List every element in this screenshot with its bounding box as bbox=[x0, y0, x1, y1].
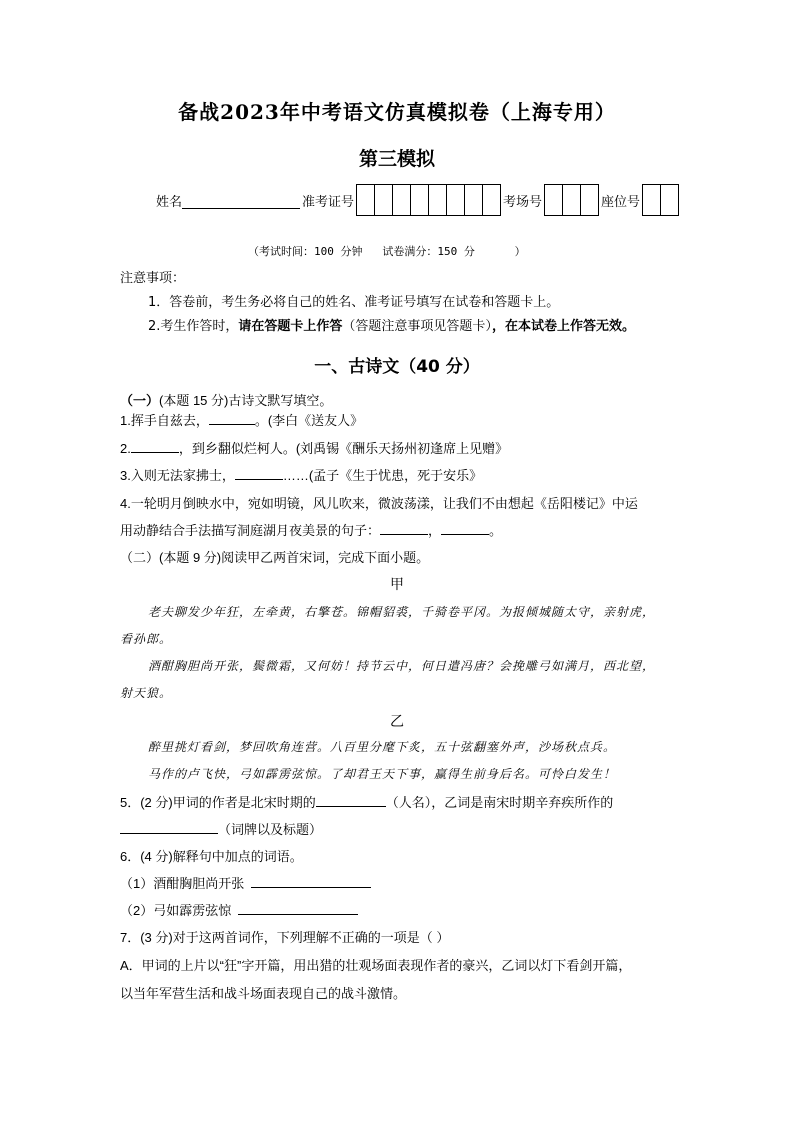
question-4-line-2: 用动静结合手法描写洞庭湖月夜美景的句子： ， 。 bbox=[120, 520, 502, 539]
question-7-option-a-line-1: A．甲词的上片以“狂”字开篇，用出猎的壮观场面表现作者的豪兴，乙词以灯下看剑开篇， bbox=[120, 958, 632, 973]
poem-yi-line: 醉里挑灯看剑，梦回吹角连营。八百里分麾下炙，五十弦翻塞外声，沙场秋点兵。 bbox=[148, 740, 617, 754]
question-3: 3.入则无法家拂士， ……(孟子《生于忧患，死于安乐》 bbox=[120, 465, 482, 484]
poem-jia-line: 看孙郎。 bbox=[120, 632, 173, 646]
question-2: 2. ，到乡翻似烂柯人。(刘禹锡《酬乐天扬州初逢席上见赠》 bbox=[120, 438, 508, 457]
ticket-number-boxes[interactable] bbox=[356, 184, 501, 216]
question-6: 6．(4 分)解释句中加点的词语。 bbox=[120, 849, 303, 864]
page-subtitle: 第三模拟 bbox=[358, 148, 435, 170]
room-label: 考场号 bbox=[503, 194, 543, 210]
answer-blank[interactable] bbox=[316, 792, 386, 807]
part2-heading: （二）(本题 9 分)阅读甲乙两首宋词，完成下面小题。 bbox=[120, 550, 430, 565]
page-title: 备战2023年中考语文仿真模拟卷（上海专用） bbox=[178, 100, 616, 124]
question-5-cont: （词牌以及标题） bbox=[120, 819, 322, 838]
seat-label: 座位号 bbox=[601, 194, 641, 210]
question-5: 5．(2 分)甲词的作者是北宋时期的 （人名），乙词是南宋时期辛弃疾所作的 bbox=[120, 792, 613, 811]
notice-heading: 注意事项： bbox=[120, 271, 186, 286]
answer-blank[interactable] bbox=[251, 873, 371, 888]
room-number-boxes[interactable] bbox=[544, 184, 599, 216]
question-6-item-2: （2）弓如霹雳弦惊 bbox=[120, 900, 358, 919]
section-heading: 一、古诗文（40 分） bbox=[314, 357, 480, 377]
poem-jia-line: 酒酣胸胆尚开张，鬓微霜，又何妨！持节云中，何日遣冯唐？会挽雕弓如满月，西北望， bbox=[148, 659, 656, 673]
question-6-item-1: （1）酒酣胸胆尚开张 bbox=[120, 873, 371, 892]
answer-blank[interactable] bbox=[235, 465, 283, 480]
part1-heading: （一）(本题 15 分)古诗文默写填空。 bbox=[120, 393, 333, 408]
question-1: 1.挥手自兹去， 。(李白《送友人》 bbox=[120, 410, 363, 429]
answer-blank[interactable] bbox=[209, 410, 255, 425]
ticket-label: 准考证号 bbox=[302, 194, 355, 210]
question-7-option-a-line-2: 以当年军营生活和战斗场面表现自己的战斗激情。 bbox=[120, 986, 407, 1001]
candidate-info-row bbox=[156, 184, 681, 216]
poem-yi-title: 乙 bbox=[390, 714, 404, 730]
notice-item-1: 1．答卷前，考生务必将自己的姓名、准考证号填写在试卷和答题卡上。 bbox=[148, 295, 560, 310]
poem-yi-line: 马作的卢飞快，弓如霹雳弦惊。了却君王天下事，赢得生前身后名。可怜白发生！ bbox=[148, 767, 617, 781]
poem-jia-line: 老夫聊发少年狂，左牵黄，右擎苍。锦帽貂裘，千骑卷平冈。为报倾城随太守，亲射虎， bbox=[148, 605, 656, 619]
name-label: 姓名 bbox=[156, 194, 183, 210]
answer-blank[interactable] bbox=[120, 819, 218, 834]
answer-blank[interactable] bbox=[238, 900, 358, 915]
notice-item-2: 2.考生作答时，请在答题卡上作答（答题注意事项见答题卡），在本试卷上作答无效。 bbox=[148, 319, 635, 334]
poem-jia-line: 射天狼。 bbox=[120, 686, 173, 700]
answer-blank[interactable] bbox=[131, 438, 179, 453]
seat-number-boxes[interactable] bbox=[642, 184, 679, 216]
exam-info: （考试时间：100 分钟 试卷满分：150 分 ） bbox=[248, 245, 526, 258]
name-field[interactable] bbox=[182, 192, 300, 209]
answer-blank[interactable] bbox=[441, 520, 489, 535]
question-4-line-1: 4.一轮明月倒映水中，宛如明镜，风儿吹来，微波荡漾，让我们不由想起《岳阳楼记》中运 bbox=[120, 496, 638, 511]
answer-blank[interactable] bbox=[380, 520, 428, 535]
question-7: 7．(3 分)对于这两首词作，下列理解不正确的一项是（ ） bbox=[120, 930, 450, 945]
poem-jia-title: 甲 bbox=[390, 577, 404, 593]
